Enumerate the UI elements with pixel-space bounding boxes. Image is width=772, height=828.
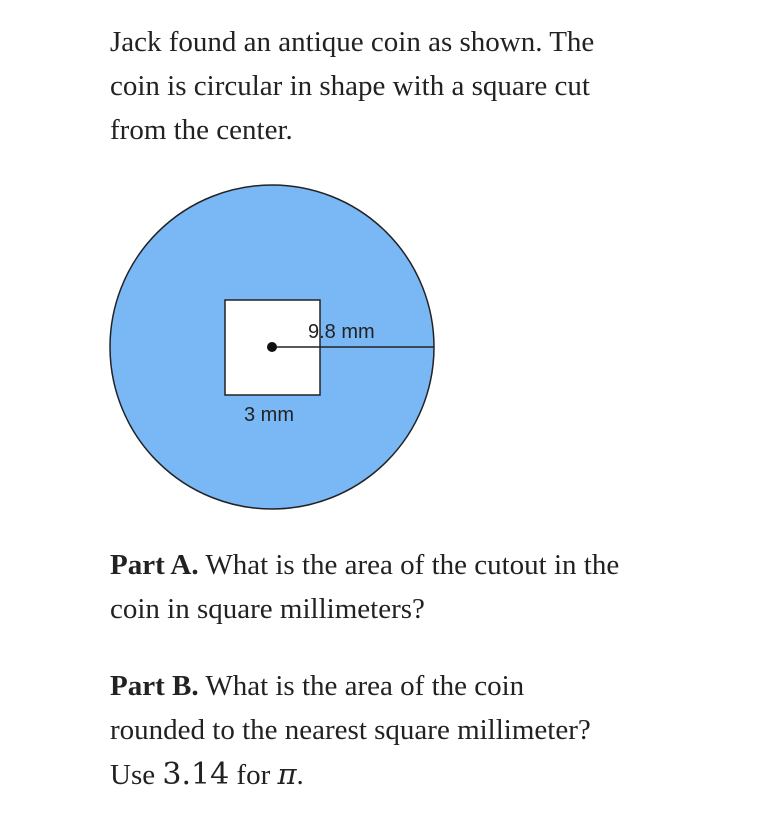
part-b-label: Part B. <box>110 670 199 702</box>
part-b-text-2: rounded to the nearest square millimeter? <box>110 714 591 746</box>
part-a-paragraph <box>110 543 710 631</box>
part-b-paragraph <box>110 664 710 797</box>
part-a-label: Part A. <box>110 549 199 581</box>
intro-line-3: from the center. <box>110 114 293 146</box>
radius-label: 9.8 mm <box>308 321 375 343</box>
part-a-text-1: What is the area of the cutout in the <box>198 549 620 581</box>
side-label: 3 mm <box>244 404 294 426</box>
pi-value: 3.14 <box>162 757 230 792</box>
part-b-text-1: What is the area of the coin <box>198 670 525 702</box>
intro-line-1: Jack found an antique coin as shown. The <box>110 26 595 58</box>
pi-symbol: π <box>277 757 297 791</box>
for-text: for <box>229 759 278 791</box>
use-prefix: Use <box>110 759 163 791</box>
intro-line-2: coin is circular in shape with a square cut <box>110 70 590 102</box>
part-a-text-2: coin in square millimeters? <box>110 593 425 625</box>
center-point <box>267 342 277 352</box>
period: . <box>296 759 304 791</box>
